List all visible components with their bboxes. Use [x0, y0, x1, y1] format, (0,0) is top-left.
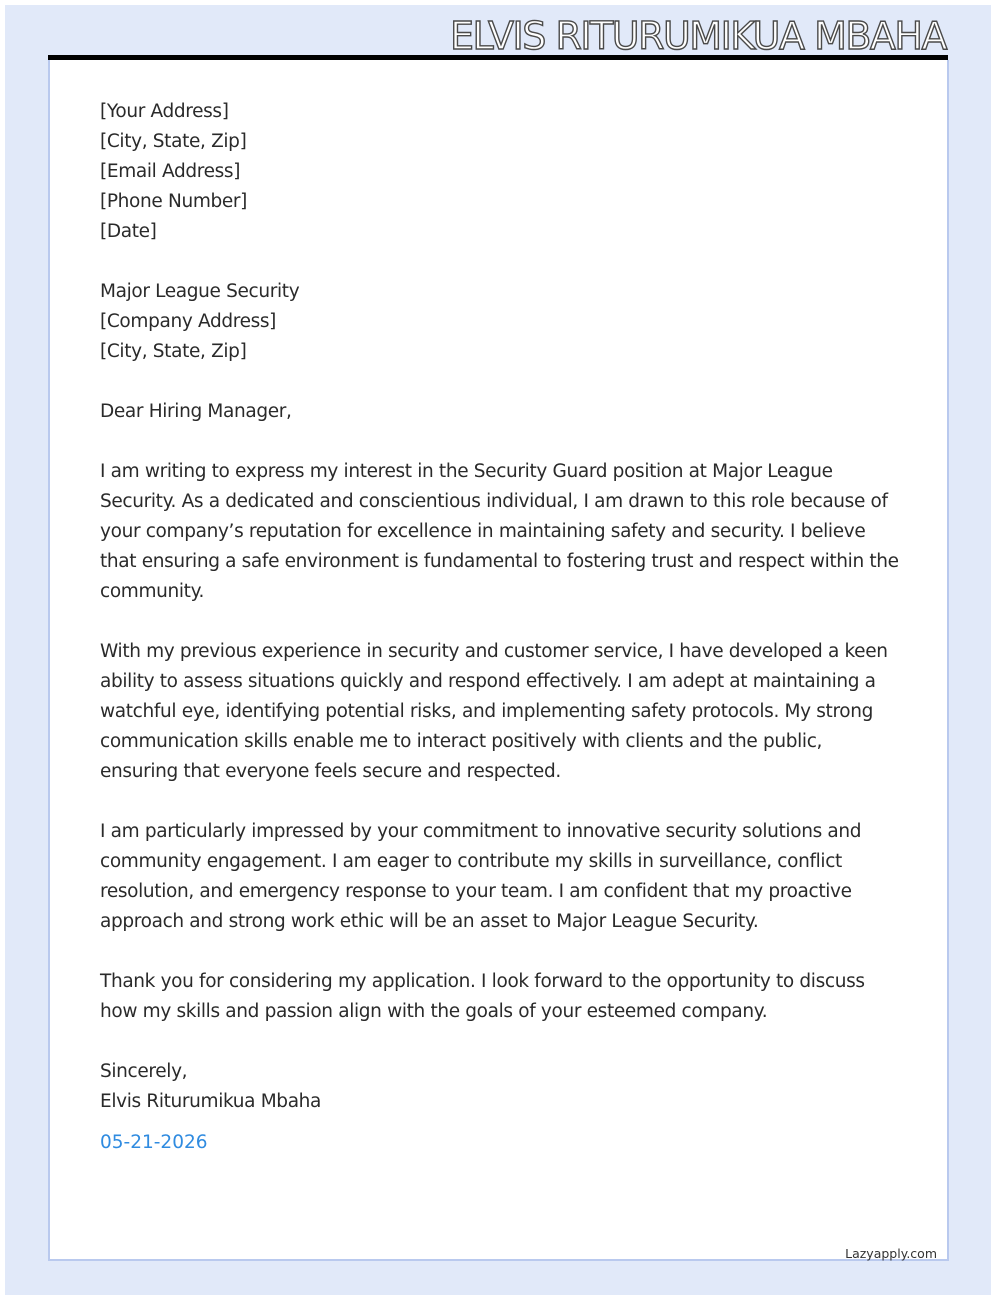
spacer — [100, 247, 900, 277]
sender-date: [Date] — [100, 221, 157, 242]
recipient-city-state-zip: [City, State, Zip] — [100, 341, 247, 362]
recipient-address: [Company Address] — [100, 311, 277, 332]
sender-city-state-zip: [City, State, Zip] — [100, 131, 247, 152]
spacer — [100, 937, 900, 967]
letter-date: 05-21-2026 — [100, 1132, 208, 1153]
sender-block — [100, 97, 900, 247]
lazyapply-footer-brand: Lazyapply.com — [845, 1246, 937, 1261]
sender-email: [Email Address] — [100, 161, 241, 182]
spacer — [100, 1027, 900, 1057]
valediction: Sincerely, — [100, 1061, 188, 1082]
cover-letter-body — [100, 97, 900, 1117]
salutation: Dear Hiring Manager, — [100, 401, 292, 422]
spacer — [100, 787, 900, 817]
recipient-company: Major League Security — [100, 281, 300, 302]
body-paragraph-2: With my previous experience in security and customer service, I have developed a keen ability to assess situations quickly and respond effectively. I am adept at maintaining a watchful eye, identifying potential risks, and implementing safety protocols. My strong communication skills enable me to interact positively with clients and the public, ensuring that everyone feels secure and respected. — [100, 641, 888, 782]
spacer — [100, 427, 900, 457]
spacer — [100, 607, 900, 637]
body-paragraph-4: Thank you for considering my application. I look forward to the opportunity to discuss how my skills and passion align with the goals of your esteemed company. — [100, 971, 865, 1022]
sender-address: [Your Address] — [100, 101, 229, 122]
spacer — [100, 367, 900, 397]
body-paragraph-3: I am particularly impressed by your commitment to innovative security solutions and community engagement. I am eager to contribute my skills in surveillance, conflict resolution, and emergency response to your team. I am confident that my proactive approach and strong work ethic will be an asset to Major League Security. — [100, 821, 862, 932]
signature-name: Elvis Riturumikua Mbaha — [100, 1091, 322, 1112]
recipient-block — [100, 277, 900, 367]
sender-phone: [Phone Number] — [100, 191, 248, 212]
body-paragraph-1: I am writing to express my interest in the Security Guard position at Major League Security. As a dedicated and conscientious individual, I am drawn to this role because of your company’s reputation for excellence in maintaining safety and security. I believe that ensuring a safe environment is fundamental to fostering trust and respect within the community. — [100, 461, 899, 602]
applicant-name-heading: ELVIS RITURUMIKUA MBAHA — [450, 14, 946, 58]
